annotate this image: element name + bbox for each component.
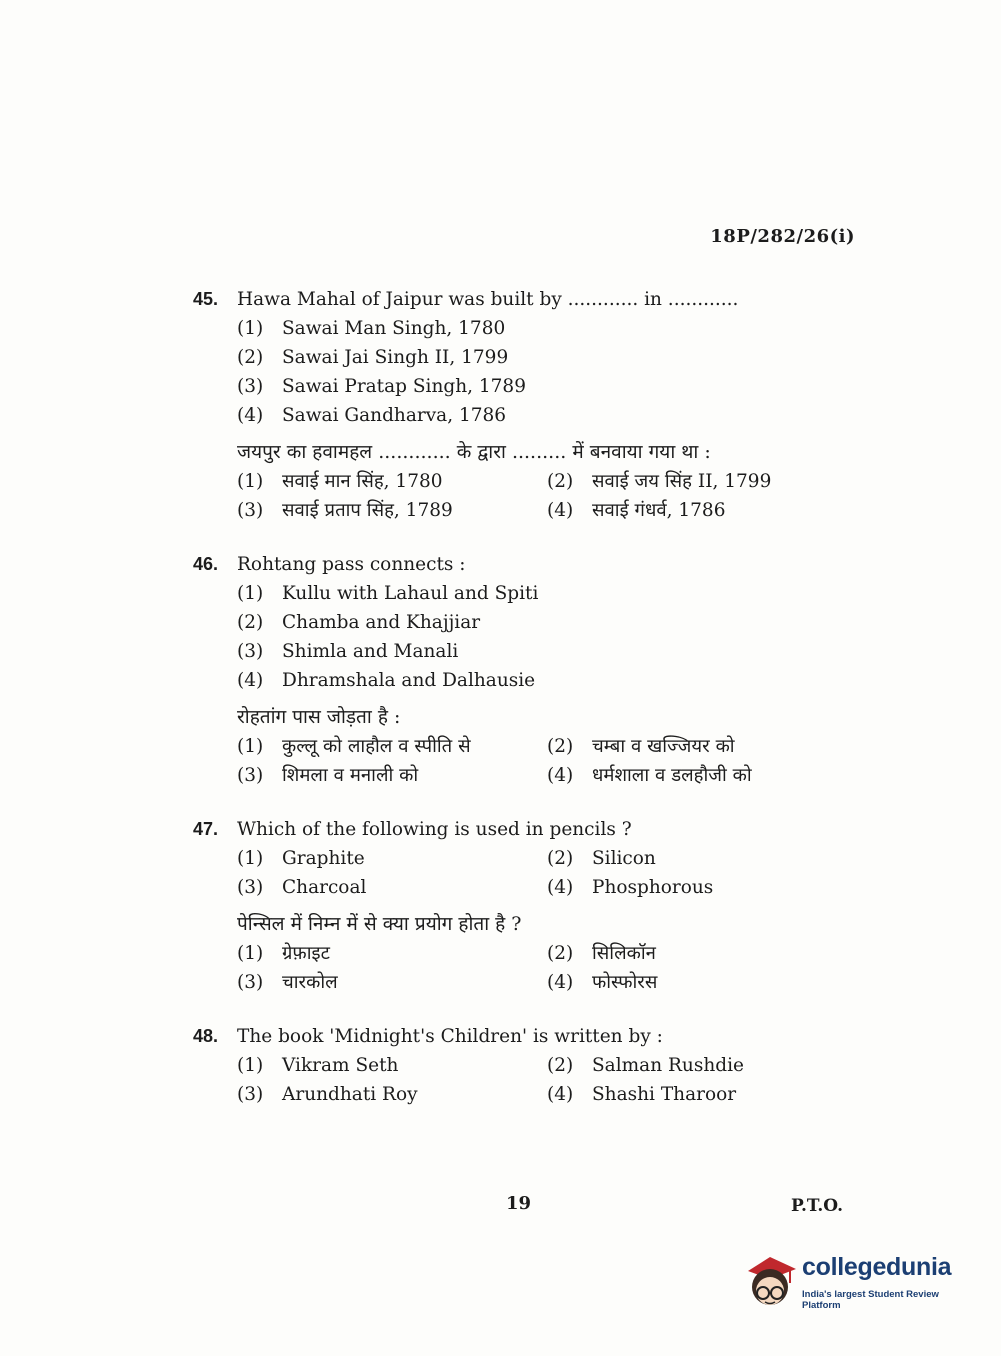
option: (1) Vikram Seth — [237, 1055, 399, 1076]
question-number: 46. — [193, 554, 219, 574]
question-45 — [193, 285, 847, 525]
mascot-logo-icon — [740, 1249, 800, 1313]
option: (2) चम्बा व खज्जियर को — [547, 736, 735, 757]
question-47 — [193, 815, 847, 997]
question-text: Which of the following is used in pencils ? — [237, 819, 632, 840]
option: (3) शिमला व मनाली को — [237, 765, 419, 786]
question-text-hindi: जयपुर का हवामहल ............ के द्वारा ......... में बनवाया गया था : — [237, 441, 711, 463]
question-text: Rohtang pass connects : — [237, 554, 466, 575]
option: (2) सवाई जय सिंह II, 1799 — [547, 471, 772, 492]
pto-label: P.T.O. — [791, 1196, 843, 1216]
option: (2) Salman Rushdie — [547, 1055, 744, 1076]
option: (1) सवाई मान सिंह, 1780 — [237, 471, 443, 492]
option: (1) Kullu with Lahaul and Spiti — [237, 583, 539, 604]
question-46 — [193, 550, 847, 790]
option: (1) ग्रेफ़ाइट — [237, 943, 330, 964]
question-text: The book 'Midnight's Children' is written by : — [237, 1026, 663, 1047]
page-number: 19 — [506, 1193, 532, 1214]
option: (3) Arundhati Roy — [237, 1084, 418, 1105]
option: (3) Shimla and Manali — [237, 641, 459, 662]
option: (3) Charcoal — [237, 877, 367, 898]
question-text-hindi: रोहतांग पास जोड़ता है : — [237, 706, 401, 728]
option: (2) Chamba and Khajjiar — [237, 612, 481, 633]
question-number: 48. — [193, 1026, 219, 1046]
hindi-options — [193, 467, 847, 525]
question-text: Hawa Mahal of Jaipur was built by ............ in ............ — [237, 289, 739, 310]
paper-code: 18P/282/26(i) — [710, 226, 855, 247]
brand-tagline: India's largest Student Review Platform — [802, 1289, 939, 1311]
option: (4) Phosphorous — [547, 877, 714, 898]
options — [193, 1051, 847, 1109]
option: (3) Sawai Pratap Singh, 1789 — [237, 376, 526, 397]
question-text-hindi: पेन्सिल में निम्न में से क्या प्रयोग होता है ? — [237, 913, 522, 935]
option: (4) Shashi Tharoor — [547, 1084, 737, 1105]
options — [193, 844, 847, 902]
option: (1) Graphite — [237, 848, 365, 869]
option: (2) Silicon — [547, 848, 656, 869]
question-number: 47. — [193, 819, 219, 839]
option: (4) धर्मशाला व डलहौजी को — [547, 765, 752, 786]
hindi-options — [193, 732, 847, 790]
option: (3) चारकोल — [237, 972, 338, 993]
question-number: 45. — [193, 289, 219, 309]
option: (4) सवाई गंधर्व, 1786 — [547, 500, 726, 521]
brand-name: collegedunia — [802, 1253, 952, 1281]
option: (4) Sawai Gandharva, 1786 — [237, 405, 507, 426]
hindi-options — [193, 939, 847, 997]
question-48 — [193, 1022, 847, 1109]
option: (4) Dhramshala and Dalhausie — [237, 670, 536, 691]
option: (1) Sawai Man Singh, 1780 — [237, 318, 506, 339]
option: (2) Sawai Jai Singh II, 1799 — [237, 347, 509, 368]
option: (4) फोस्फोरस — [547, 972, 658, 993]
option: (2) सिलिकॉन — [547, 943, 656, 964]
option: (1) कुल्लू को लाहौल व स्पीति से — [237, 736, 471, 757]
option: (3) सवाई प्रताप सिंह, 1789 — [237, 500, 453, 521]
collegedunia-watermark — [740, 1247, 970, 1317]
